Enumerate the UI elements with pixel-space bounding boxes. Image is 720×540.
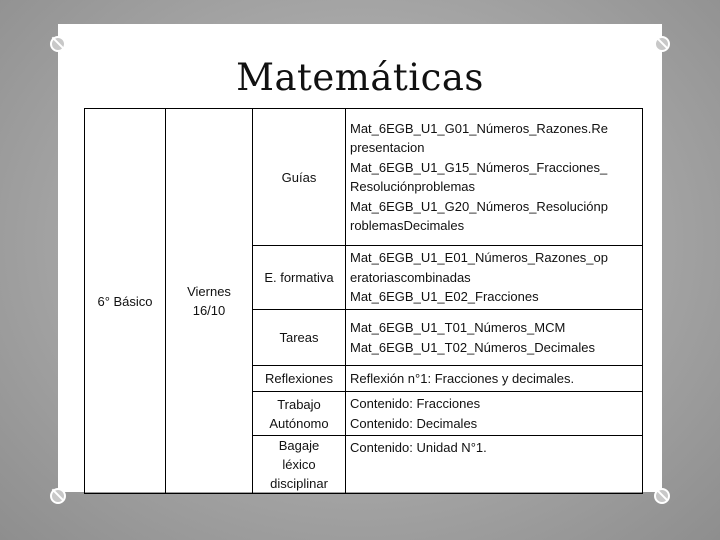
slide-title: Matemáticas [236, 56, 484, 99]
content-cell-reflexiones: Reflexión n°1: Fracciones y decimales. [346, 366, 643, 392]
type-cell-trabajo: Trabajo Autónomo [253, 392, 346, 436]
corner-pin-icon [50, 36, 66, 52]
table-row [85, 109, 643, 246]
content-cell-formativa: Mat_6EGB_U1_E01_Números_Razones_op eratoriascombinadas Mat_6EGB_U1_E02_Fracciones [346, 246, 643, 310]
corner-pin-icon [654, 488, 670, 504]
type-cell-guias: Guías [253, 109, 346, 246]
date-day: Viernes [187, 284, 231, 299]
content-cell-trabajo: Contenido: Fracciones Contenido: Decimales [346, 392, 643, 436]
type-cell-bagaje: Bagaje léxico disciplinar [253, 436, 346, 494]
content-cell-guias: Mat_6EGB_U1_G01_Números_Razones.Re presentacion Mat_6EGB_U1_G15_Números_Fracciones_ Resoluciónproblemas Mat_6EGB_U1_G20_Números_Resoluciónp roblemasDecimales [346, 109, 643, 246]
date-cell [166, 109, 253, 494]
content-cell-bagaje: Contenido: Unidad N°1. [346, 436, 643, 494]
type-cell-formativa: E. formativa [253, 246, 346, 310]
grade-cell: 6° Básico [85, 109, 166, 494]
corner-pin-icon [50, 488, 66, 504]
corner-pin-icon [654, 36, 670, 52]
schedule-table [84, 108, 643, 494]
type-cell-tareas: Tareas [253, 310, 346, 366]
type-cell-reflexiones: Reflexiones [253, 366, 346, 392]
content-cell-tareas: Mat_6EGB_U1_T01_Números_MCM Mat_6EGB_U1_T02_Números_Decimales [346, 310, 643, 366]
date-number: 16/10 [192, 303, 226, 318]
